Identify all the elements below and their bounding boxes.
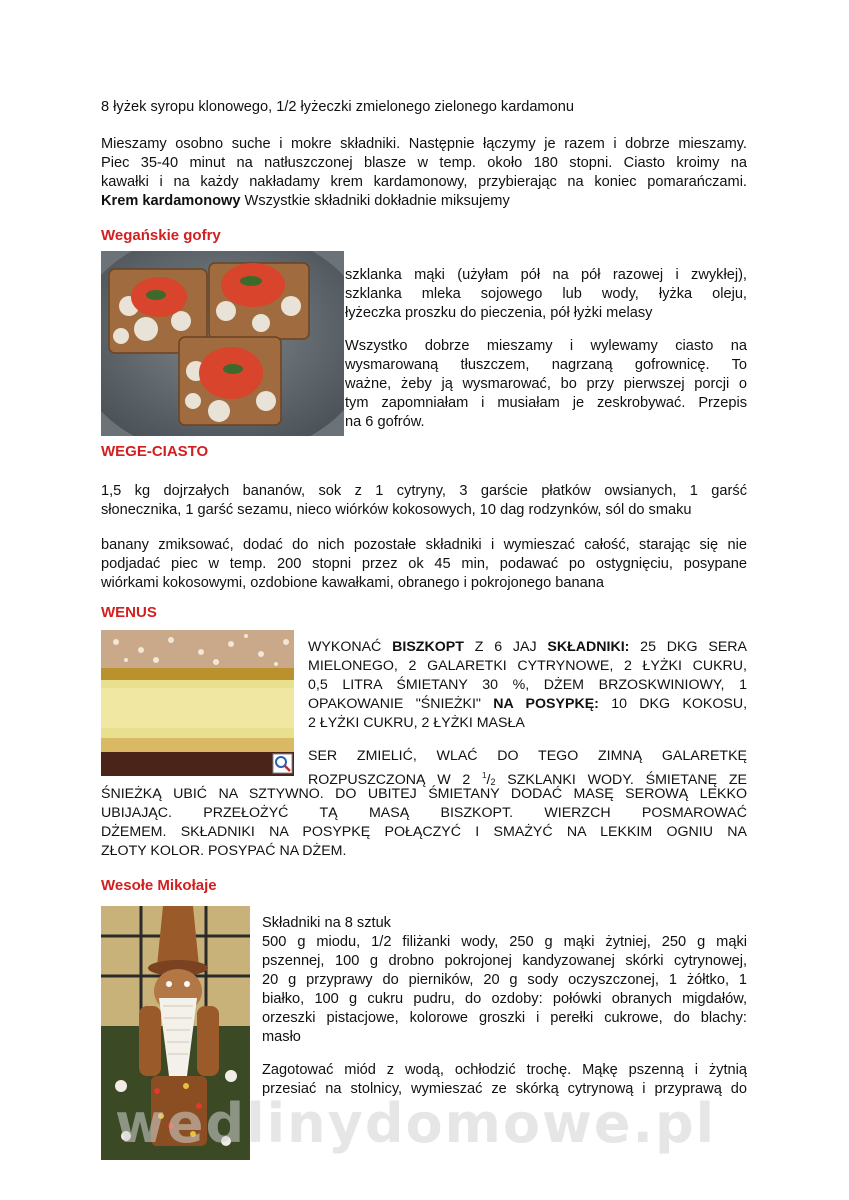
text-line [308,695,747,714]
section-title: Wegańskie gofry [101,227,221,244]
gofry-photo-illustration [101,251,344,436]
bold-label: NA POSYPKĘ: [493,696,599,712]
mikolaje-ingredients [262,933,747,1047]
text-line: DŻEMEM. SKŁADNIKI NA POSYPKĘ POŁĄCZYĆ I SMAŻYĆ NA LEKKIM OGNIU NA [101,824,747,840]
text-line: przesiać na stolnicy, wymieszać ze skórką cytrynową i przyprawą do [262,1081,747,1097]
text-line: Piec 35-40 minut na natłuszczonej blasze w temp. około 180 stopni. Ciasto kroimy na [101,155,747,171]
gofry-photo [101,251,344,436]
intro-paragraph [101,135,747,211]
text-line: Zagotować miód z wodą, ochłodzić trochę. Mąkę pszenną i żytnią [262,1062,747,1078]
wege-ingredients [101,482,747,520]
text-line: 2 ŁYŻKI CUKRU, 2 ŁYŻKI MASŁA [308,715,525,731]
text-line: masło [262,1029,301,1045]
text-line: szklanka mleka sojowego lub wody, łyżka oleju, [345,286,747,302]
gofry-ingredients [345,266,747,323]
text-line: 500 g miodu, 1/2 filiżanki wody, 250 g mąki żytniej, 250 g mąki [262,934,747,950]
text-line: ZŁOTY KOLOR. POSYPAĆ NA DŻEM. [101,843,347,859]
text-span: OPAKOWANIE "ŚNIEŻKI" [308,696,494,712]
text-span: WYKONAĆ [308,639,393,655]
wenus-method [101,785,747,861]
text-line: na 6 gofrów. [345,414,425,430]
text-span: SZKLANKI WODY. ŚMIETANĘ ZE [495,772,747,788]
bold-label: SKŁADNIKI: [547,639,630,655]
section-title: WEGE-CIASTO [101,443,209,460]
text-line: ważne, żeby ją wysmarować, bo przy pierwszej porcji o [345,376,747,392]
text-line: orzeszki pistacjowe, kolorowe groszki i perełki cukrowe, do blachy: [262,1010,747,1026]
text-line: wysmarowaną tłuszczem, nagrzaną gofrownicę. To [345,357,747,373]
fraction-denominator: 2 [490,777,496,787]
bold-label: BISZKOPT [392,639,464,655]
text-span: 25 DKG SERA [629,639,747,655]
text-line: tym zapomniałam i musiałam je zeskrobywać. Przepis [345,395,747,411]
text-line: UBIJAJĄC. PRZEŁOŻYĆ TĄ MASĄ BISZKOPT. WIERZCH POSMAROWAĆ [101,805,747,821]
gofry-method [345,337,747,432]
text-span: Z 6 JAJ [463,639,548,655]
text-line: 20 g przyprawy do pierników, 20 g sody oczyszczonej, 1 żółtko, 1 [262,972,747,988]
text-line: MIELONEGO, 2 GALARETKI CYTRYNOWE, 2 ŁYŻKI CUKRU, [308,658,747,674]
text-span: ROZPUSZCZONĄ W 2 [308,772,483,788]
text-line: banany zmiksować, dodać do nich pozostałe składniki i wymieszać całość, starając się nie [101,537,747,553]
text-line: Mieszamy osobno suche i mokre składniki. Następnie łączymy je razem i dobrze mieszamy. [101,136,747,152]
text-line: ŚNIEŻKĄ UBIĆ NA SZTYWNO. DO UBITEJ ŚMIETANY DODAĆ MASĘ SEROWĄ LEKKO [101,786,747,802]
text-line [101,192,747,211]
text-line: 1,5 kg dojrzałych bananów, sok z 1 cytryny, 3 garście płatków owsianych, 1 garść [101,483,747,499]
text-span: 10 DKG KOKOSU, [598,696,748,712]
text-line: Wszystko dobrze mieszamy i wylewamy ciasto na [345,338,747,354]
text-line: kawałki i na każdy nakładamy krem kardamonowy, przybierając na koniec pomarańczami. [101,174,747,190]
text-line: łyżeczka proszku do pieczenia, pół łyżki melasy [345,305,653,321]
section-title: WENUS [101,604,157,621]
text-line [308,638,747,657]
wenus-ingredients [308,638,747,733]
wege-method [101,536,747,593]
section-title: Wesołe Mikołaje [101,877,217,894]
text-line: 0,5 LITRA ŚMIETANY 30 %, DŻEM BRZOSKWINIOWY, 1 [308,677,747,693]
text-line: białko, 100 g cukru pudru, do ozdoby: połówki obranych migdałów, [262,991,747,1007]
wenus-photo-illustration [101,630,294,776]
text-line: szklanka mąki (użyłam pół na pół razowej i zwykłej), [345,267,747,283]
text-line: wiórkami kokosowymi, ozdobione kawałkami, obranego i pokrojonego banana [101,575,604,591]
bold-label: Krem kardamonowy [101,193,241,209]
text-span: Wszystkie składniki dokładnie miksujemy [240,193,510,209]
text-line: słonecznika, 1 garść sezamu, nieco wiórków kokosowych, 10 dag rodzynków, sól do smaku [101,502,692,518]
text-line: SER ZMIELIĆ, WLAĆ DO TEGO ZIMNĄ GALARETKĘ [308,748,747,764]
text-line: pszennej, 100 g drobno pokrojonej kandyzowanej skórki cytrynowej, [262,953,747,969]
watermark: wedlinydomowe.pl [115,1092,717,1155]
fraction-numerator: 1 [482,771,487,780]
text-line: ROZPUSZCZONĄ W 2 $^1/_2$ SZKLANKI WODY. ŚMIETANĘ ZE [308,771,747,788]
intro-line: 8 łyżek syropu klonowego, 1/2 łyżeczki zmielonego zielonego kardamonu [101,99,574,115]
mikolaje-subtitle: Składniki na 8 sztuk [262,915,391,931]
text-line: podjadać piec w temp. 200 stopni przez ok 45 min, podawać po ostygnięciu, posypane [101,556,747,572]
wenus-photo [101,630,294,776]
